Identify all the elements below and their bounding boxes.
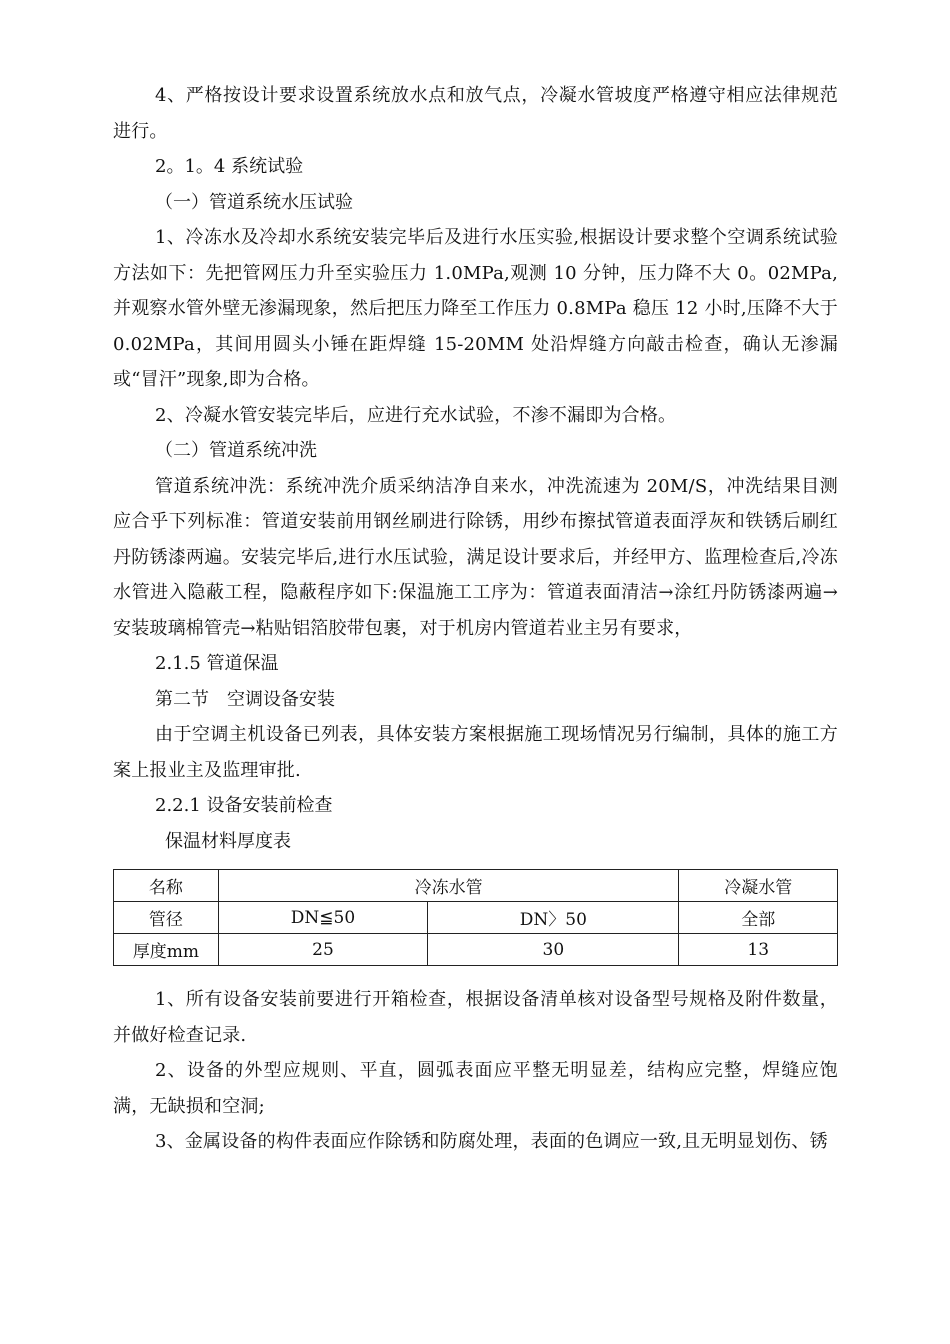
paragraph-unpacking-check: 1、所有设备安装前要进行开箱检查，根据设备清单核对设备型号规格及附件数量，并做好检查记录. xyxy=(113,989,838,1046)
table-caption: 保温材料厚度表 xyxy=(165,830,291,852)
document-page xyxy=(113,78,838,1160)
paragraph-main-equipment: 由于空调主机设备已列表，具体安装方案根据施工现场情况另行编制，具体的施工方案上报业主及监理审批. xyxy=(113,724,838,781)
table-cell: 冷凝水管 xyxy=(679,870,838,902)
table-cell: 25 xyxy=(218,934,427,966)
table-row xyxy=(114,870,838,902)
paragraph-drain-points: 4、严格按设计要求设置系统放水点和放气点，冷凝水管坡度严格遵守相应法律规范进行。 xyxy=(113,85,838,142)
heading-section-2: 第二节 空调设备安装 xyxy=(155,688,335,710)
heading-2-2-1: 2.2.1 设备安装前检查 xyxy=(155,795,333,816)
table-cell: 管径 xyxy=(114,902,219,934)
table-cell: 名称 xyxy=(114,870,219,902)
heading-2-1-4: 2。1。4 系统试验 xyxy=(155,156,304,177)
insulation-thickness-table xyxy=(113,869,838,966)
paragraph-flushing: 管道系统冲洗：系统冲洗介质采纳洁净自来水，冲洗流速为 20M/S，冲洗结果目测应合乎下列标准：管道安装前用钢丝刷进行除锈，用纱布擦拭管道表面浮灰和铁锈后刷红丹防锈漆两遍。安装完毕后,进行水压试验，满足设计要求后，并经甲方、监理检查后,冷冻水管进入隐蔽工程，隐蔽程序如下:保温施工工序为：管道表面清洁→涂红丹防锈漆两遍→安装玻璃棉管壳→粘贴铝箔胶带包裹，对于机房内管道若业主另有要求， xyxy=(113,475,838,639)
table-row xyxy=(114,934,838,966)
table-cell: DN≦50 xyxy=(218,902,427,934)
paragraph-appearance-check: 2、设备的外型应规则、平直，圆弧表面应平整无明显差，结构应完整，焊缝应饱满，无缺损和空洞; xyxy=(113,1060,838,1117)
table-cell: DN〉50 xyxy=(428,902,679,934)
table-row xyxy=(114,902,838,934)
paragraph-pressure-test: 1、冷冻水及冷却水系统安装完毕后及进行水压实验,根据设计要求整个空调系统试验方法如下：先把管网压力升至实验压力 1.0MPa,观测 10 分钟，压力降不大 0。02MPa,并观察水管外壁无渗漏现象，然后把压力降至工作压力 0.8MPa 稳压 12 小时,压降不大于0.02MPa，其间用圆头小锤在距焊缝 15-20MM 处沿焊缝方向敲击检查，确认无渗漏或“冒汗”现象,即为合格。 xyxy=(113,227,838,390)
paragraph-water-fill-test: 2、冷凝水管安装完毕后，应进行充水试验，不渗不漏即为合格。 xyxy=(155,404,677,426)
table-cell: 13 xyxy=(679,934,838,966)
table-cell: 30 xyxy=(428,934,679,966)
heading-pressure-test: （一）管道系统水压试验 xyxy=(155,191,353,213)
table-cell: 全部 xyxy=(679,902,838,934)
heading-2-1-5: 2.1.5 管道保温 xyxy=(155,653,279,674)
table-cell: 冷冻水管 xyxy=(218,870,679,902)
paragraph-metal-surface: 3、金属设备的构件表面应作除锈和防腐处理，表面的色调应一致,且无明显划伤、锈 xyxy=(155,1131,828,1152)
table-cell: 厚度mm xyxy=(114,934,219,966)
heading-flushing: （二）管道系统冲洗 xyxy=(155,440,317,461)
